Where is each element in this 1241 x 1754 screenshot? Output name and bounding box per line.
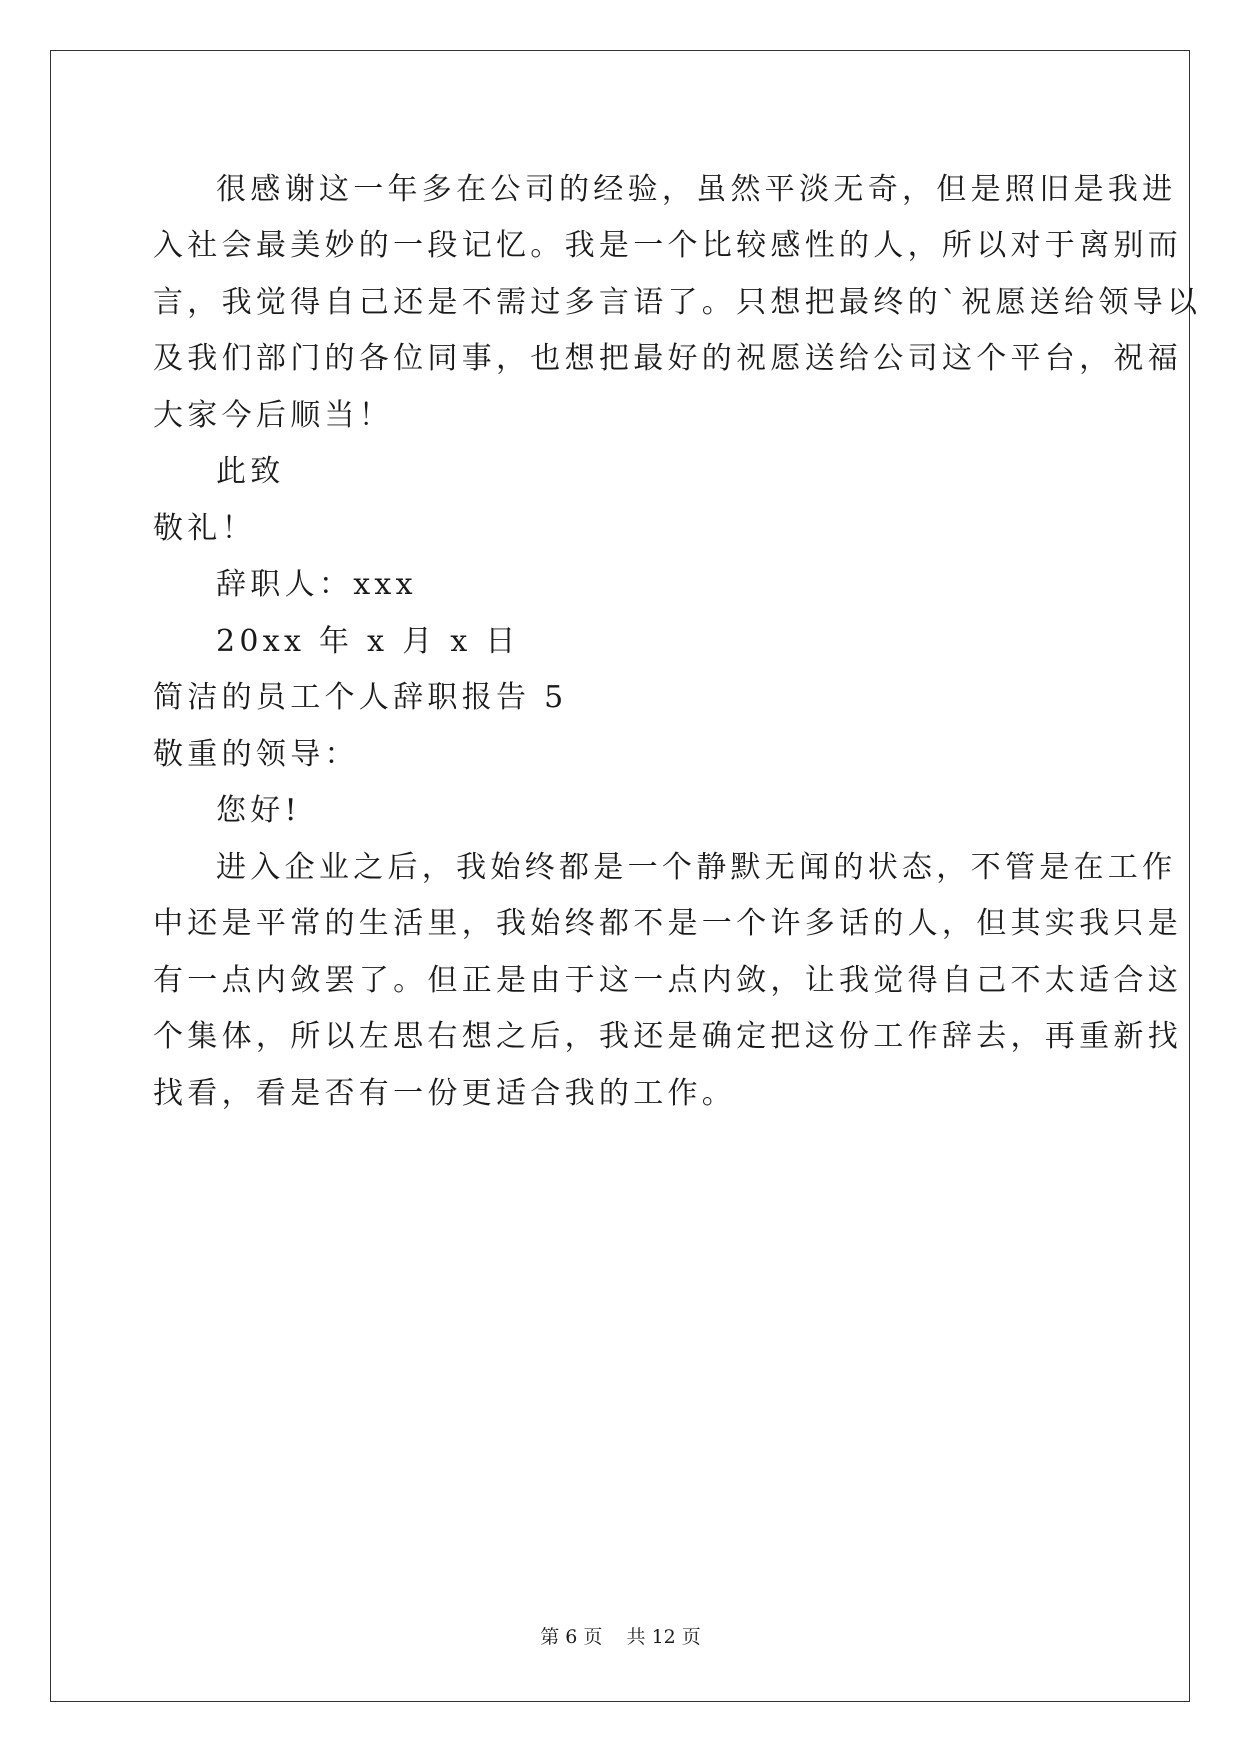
paragraph-line: 入社会最美妙的一段记忆。我是一个比较感性的人，所以对于离别而 (153, 228, 1182, 263)
paragraph-line: 及我们部门的各位同事，也想把最好的祝愿送给公司这个平台，祝福 (153, 341, 1182, 376)
greeting: 您好! (216, 793, 301, 828)
paragraph-line: 有一点内敛罢了。但正是由于这一点内敛，让我觉得自己不太适合这 (153, 963, 1182, 998)
date: 20xx 年 x 月 x 日 (216, 624, 520, 659)
salute: 敬礼！ (153, 511, 256, 546)
paragraph-line: 找看，看是否有一份更适合我的工作。 (153, 1076, 737, 1111)
page-number: 第 6 页 共 12 页 (540, 1626, 701, 1648)
paragraph-line: 个集体，所以左思右想之后，我还是确定把这份工作辞去，再重新找 (153, 1019, 1182, 1054)
paragraph-line: 大家今后顺当！ (153, 398, 394, 433)
paragraph-line: 很感谢这一年多在公司的经验，虽然平淡无奇，但是照旧是我进 (216, 172, 1177, 207)
closing-phrase: 此致 (216, 454, 285, 489)
addressee: 敬重的领导： (153, 737, 359, 772)
paragraph-line: 中还是平常的生活里，我始终都不是一个许多话的人，但其实我只是 (153, 906, 1182, 941)
section-title: 简洁的员工个人辞职报告 5 (153, 680, 568, 715)
signer: 辞职人：xxx (216, 567, 417, 602)
paragraph-line: 言，我觉得自己还是不需过多言语了。只想把最终的`祝愿送给领导以 (153, 285, 1202, 320)
paragraph-line: 进入企业之后，我始终都是一个静默无闻的状态，不管是在工作 (216, 850, 1177, 885)
